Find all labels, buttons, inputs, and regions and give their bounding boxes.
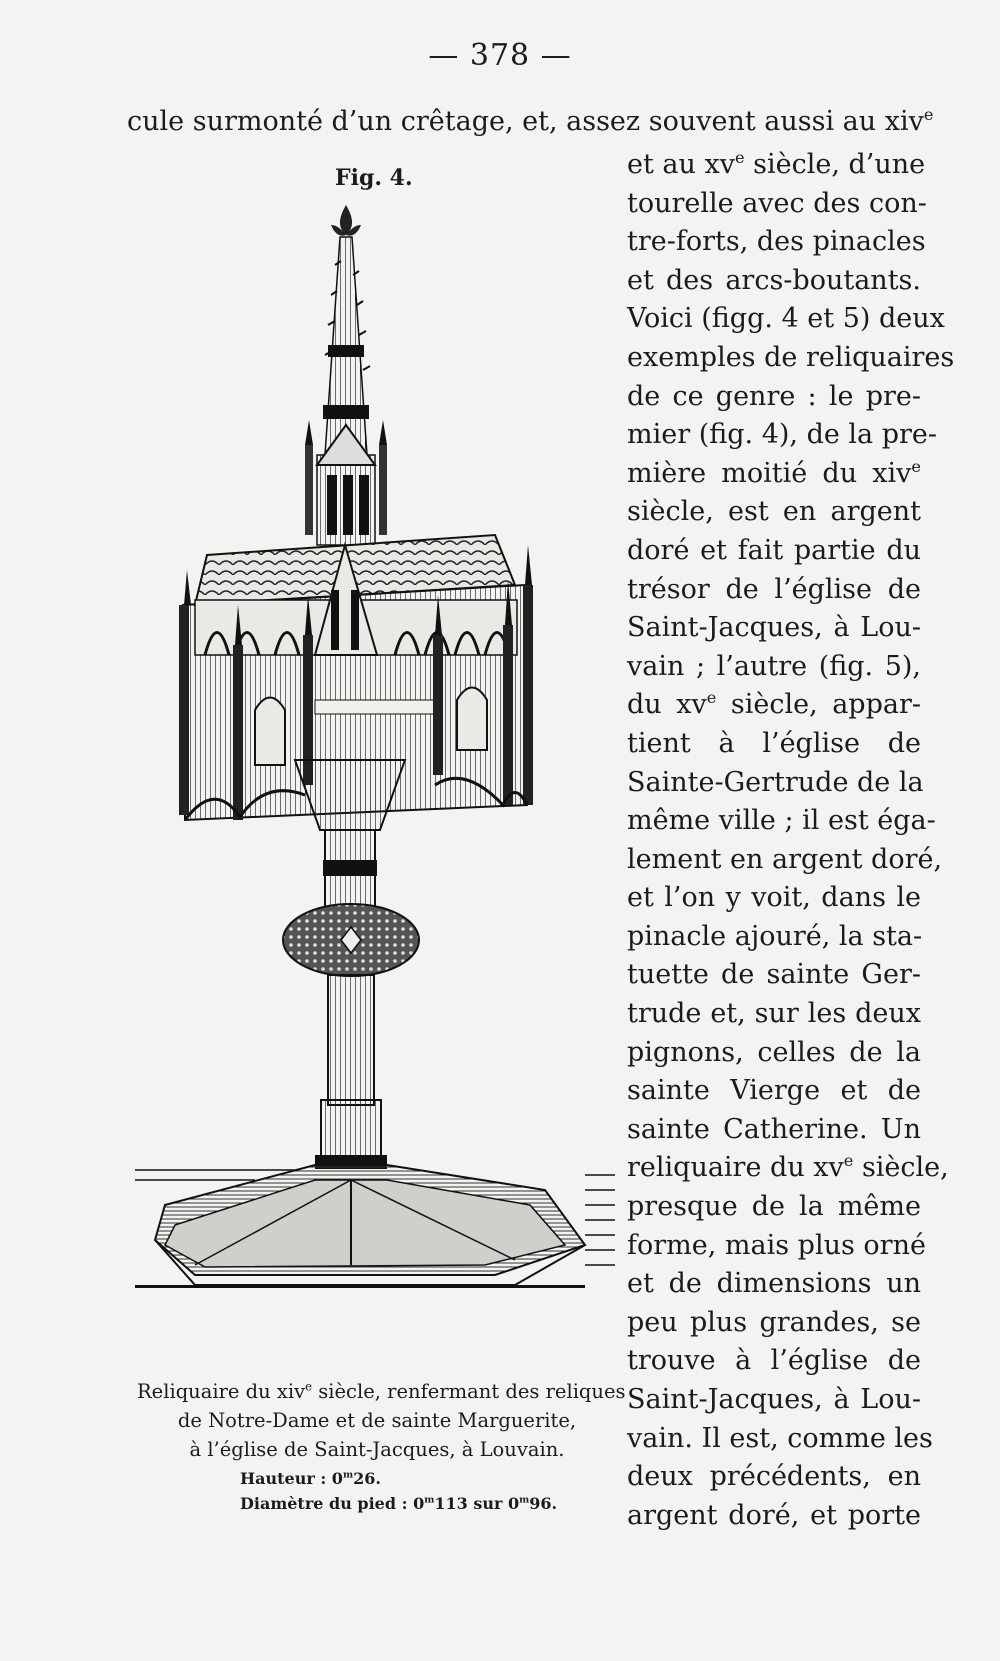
text-line: reliquaire du $xv^e$ siècle, [627,1151,949,1184]
text-line: et l’on y voit, dans le [627,882,921,914]
knot [283,904,419,976]
text-line: presque de la même [627,1191,921,1223]
height-dimension: Hauteur : 0$^m$26. [240,1469,381,1488]
text-line: tre-forts, des pinacles [627,226,926,258]
text-line: mière moitié du xiv$^e$ [627,456,921,489]
fleuron-finial [331,205,361,236]
figure-label: Fig. 4. [335,165,413,191]
text-line: et des arcs-boutants. [627,264,921,296]
text-line: forme, mais plus orné [627,1229,926,1261]
reliquary-engraving [135,205,615,1365]
text-line: siècle, est en argent [627,496,921,528]
text-line: Voici (figg. 4 et 5) deux [627,303,945,335]
text-line: trésor de l’église de [627,573,921,605]
body-text-column [627,146,955,1535]
text-line: argent doré, et porte [627,1499,921,1531]
text-line: Saint-Jacques, à Lou- [627,1384,921,1415]
text-line: pignons, celles de la [627,1036,921,1068]
text-line: Saint-Jacques, à Lou- [627,612,921,644]
text-line: vain. Il est, comme les [627,1422,933,1454]
text-line: du $xv^e$ siècle, appar- [627,688,921,721]
figure-caption [137,1377,626,1464]
page-number: — 378 — [428,38,572,73]
spire [323,237,370,455]
text-line: exemples de reliquaires [627,341,955,373]
text-line: même ville ; il est éga- [627,805,936,837]
text-line: de ce genre : le pre- [627,380,921,412]
figure-dimensions [240,1466,557,1516]
text-line: peu plus grandes, se [627,1306,921,1338]
foot [135,1165,615,1288]
text-line: sainte Vierge et de [627,1075,921,1107]
diameter-dimension: Diamètre du pied : 0$^m$113 sur 0$^m$96. [240,1494,558,1513]
first-text-line: cule surmonté d’un crêtage, et, assez souvent aussi au xiv$^e$ [127,105,934,137]
text-line: tient à l’église de [627,727,921,759]
text-line: doré et fait partie du [627,534,921,566]
text-line: pinacle ajouré, la sta- [627,920,923,952]
caption-line-3: à l’église de Saint-Jacques, à Louvain. [189,1438,565,1461]
text-line: et de dimensions un [627,1268,921,1300]
text-line: tourelle avec des con- [627,187,927,219]
text-line: et au $xv^e$ siècle, d’une [627,148,926,180]
text-line: trude et, sur les deux [627,998,921,1030]
text-line: lement en argent doré, [627,843,943,875]
lower-stem [315,975,387,1169]
tower [305,420,387,545]
text-line: sainte Catherine. Un [627,1113,921,1145]
stem [295,760,405,920]
caption-line-1: Reliquaire du xiv$^e$ siècle, renfermant des reliques [137,1379,626,1403]
text-line: deux précédents, en [627,1461,921,1493]
text-line: Sainte-Gertrude de la [627,766,924,798]
text-line: vain ; l’autre (fig. 5), [627,650,921,682]
text-line: tuette de sainte Ger- [627,959,921,991]
text-line: trouve à l’église de [627,1345,921,1377]
caption-line-2: de Notre-Dame et de sainte Marguerite, [177,1409,577,1432]
text-line: mier (fig. 4), de la pre- [627,419,938,451]
